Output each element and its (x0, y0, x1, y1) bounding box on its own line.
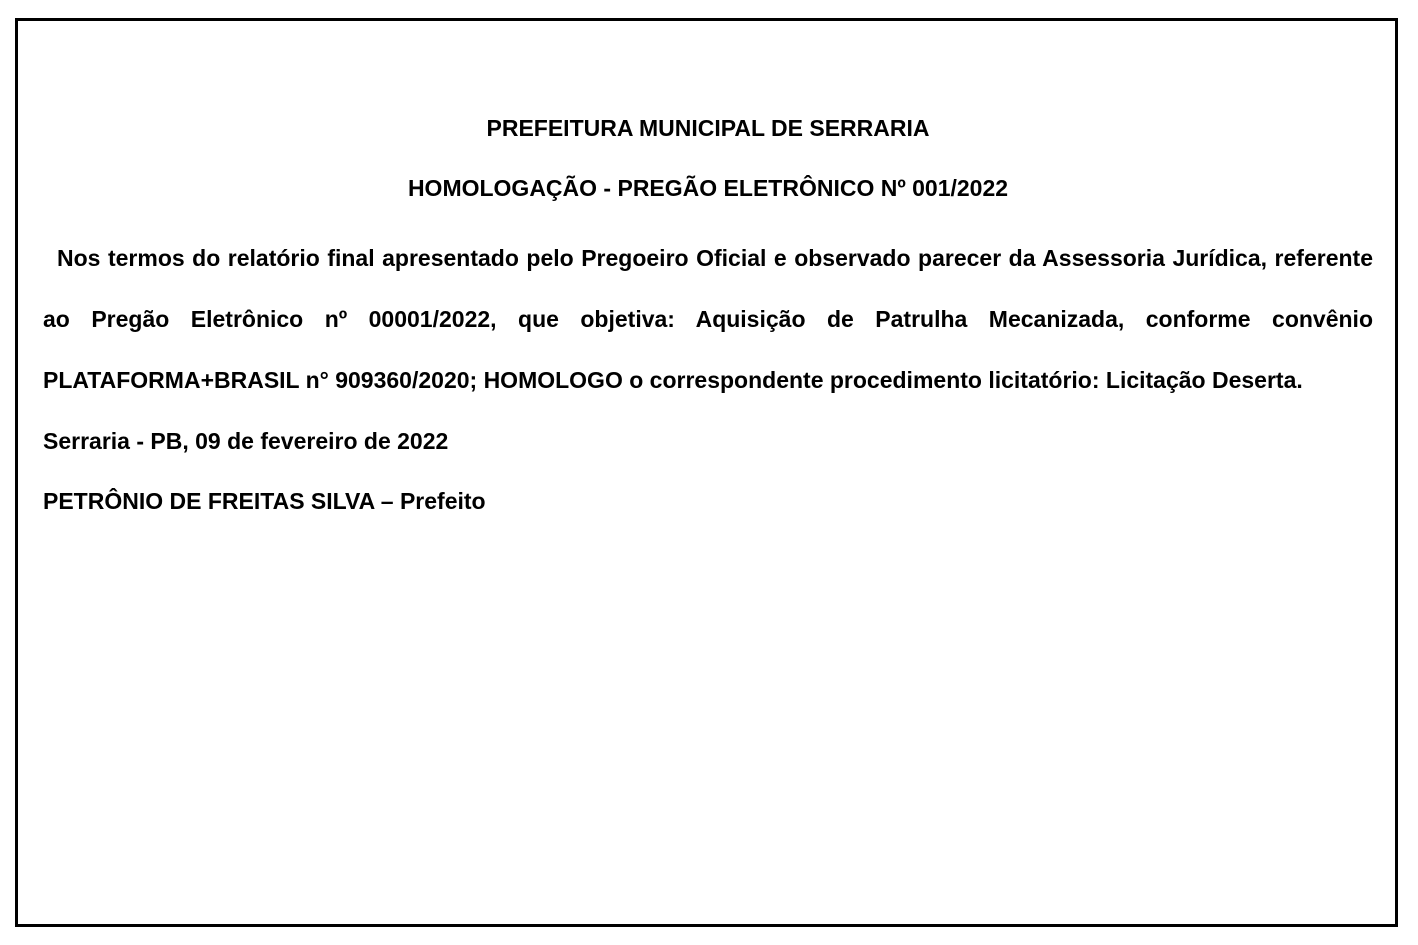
place-date: Serraria - PB, 09 de fevereiro de 2022 (43, 428, 449, 454)
signature: PETRÔNIO DE FREITAS SILVA – Prefeito (43, 488, 486, 514)
doc-title: HOMOLOGAÇÃO - PREGÃO ELETRÔNICO Nº 001/2022 (407, 175, 1009, 201)
notice-body: Nos termos do relatório final apresentado pelo Pregoeiro Oficial e observado parecer da Assessoria Jurídica, referente ao Pregão Eletrônico nº 00001/2022, que objetiva: Aquisição de Patrulha Mecanizada, conforme convênio PLATAFORMA+BRASIL n° 909360/2020; HOMOLOGO o correspondente procedimento licitatório: Licitação Deserta. (43, 245, 1373, 393)
org-title: PREFEITURA MUNICIPAL DE SERRARIA (486, 115, 930, 141)
notice-content (43, 108, 1373, 531)
